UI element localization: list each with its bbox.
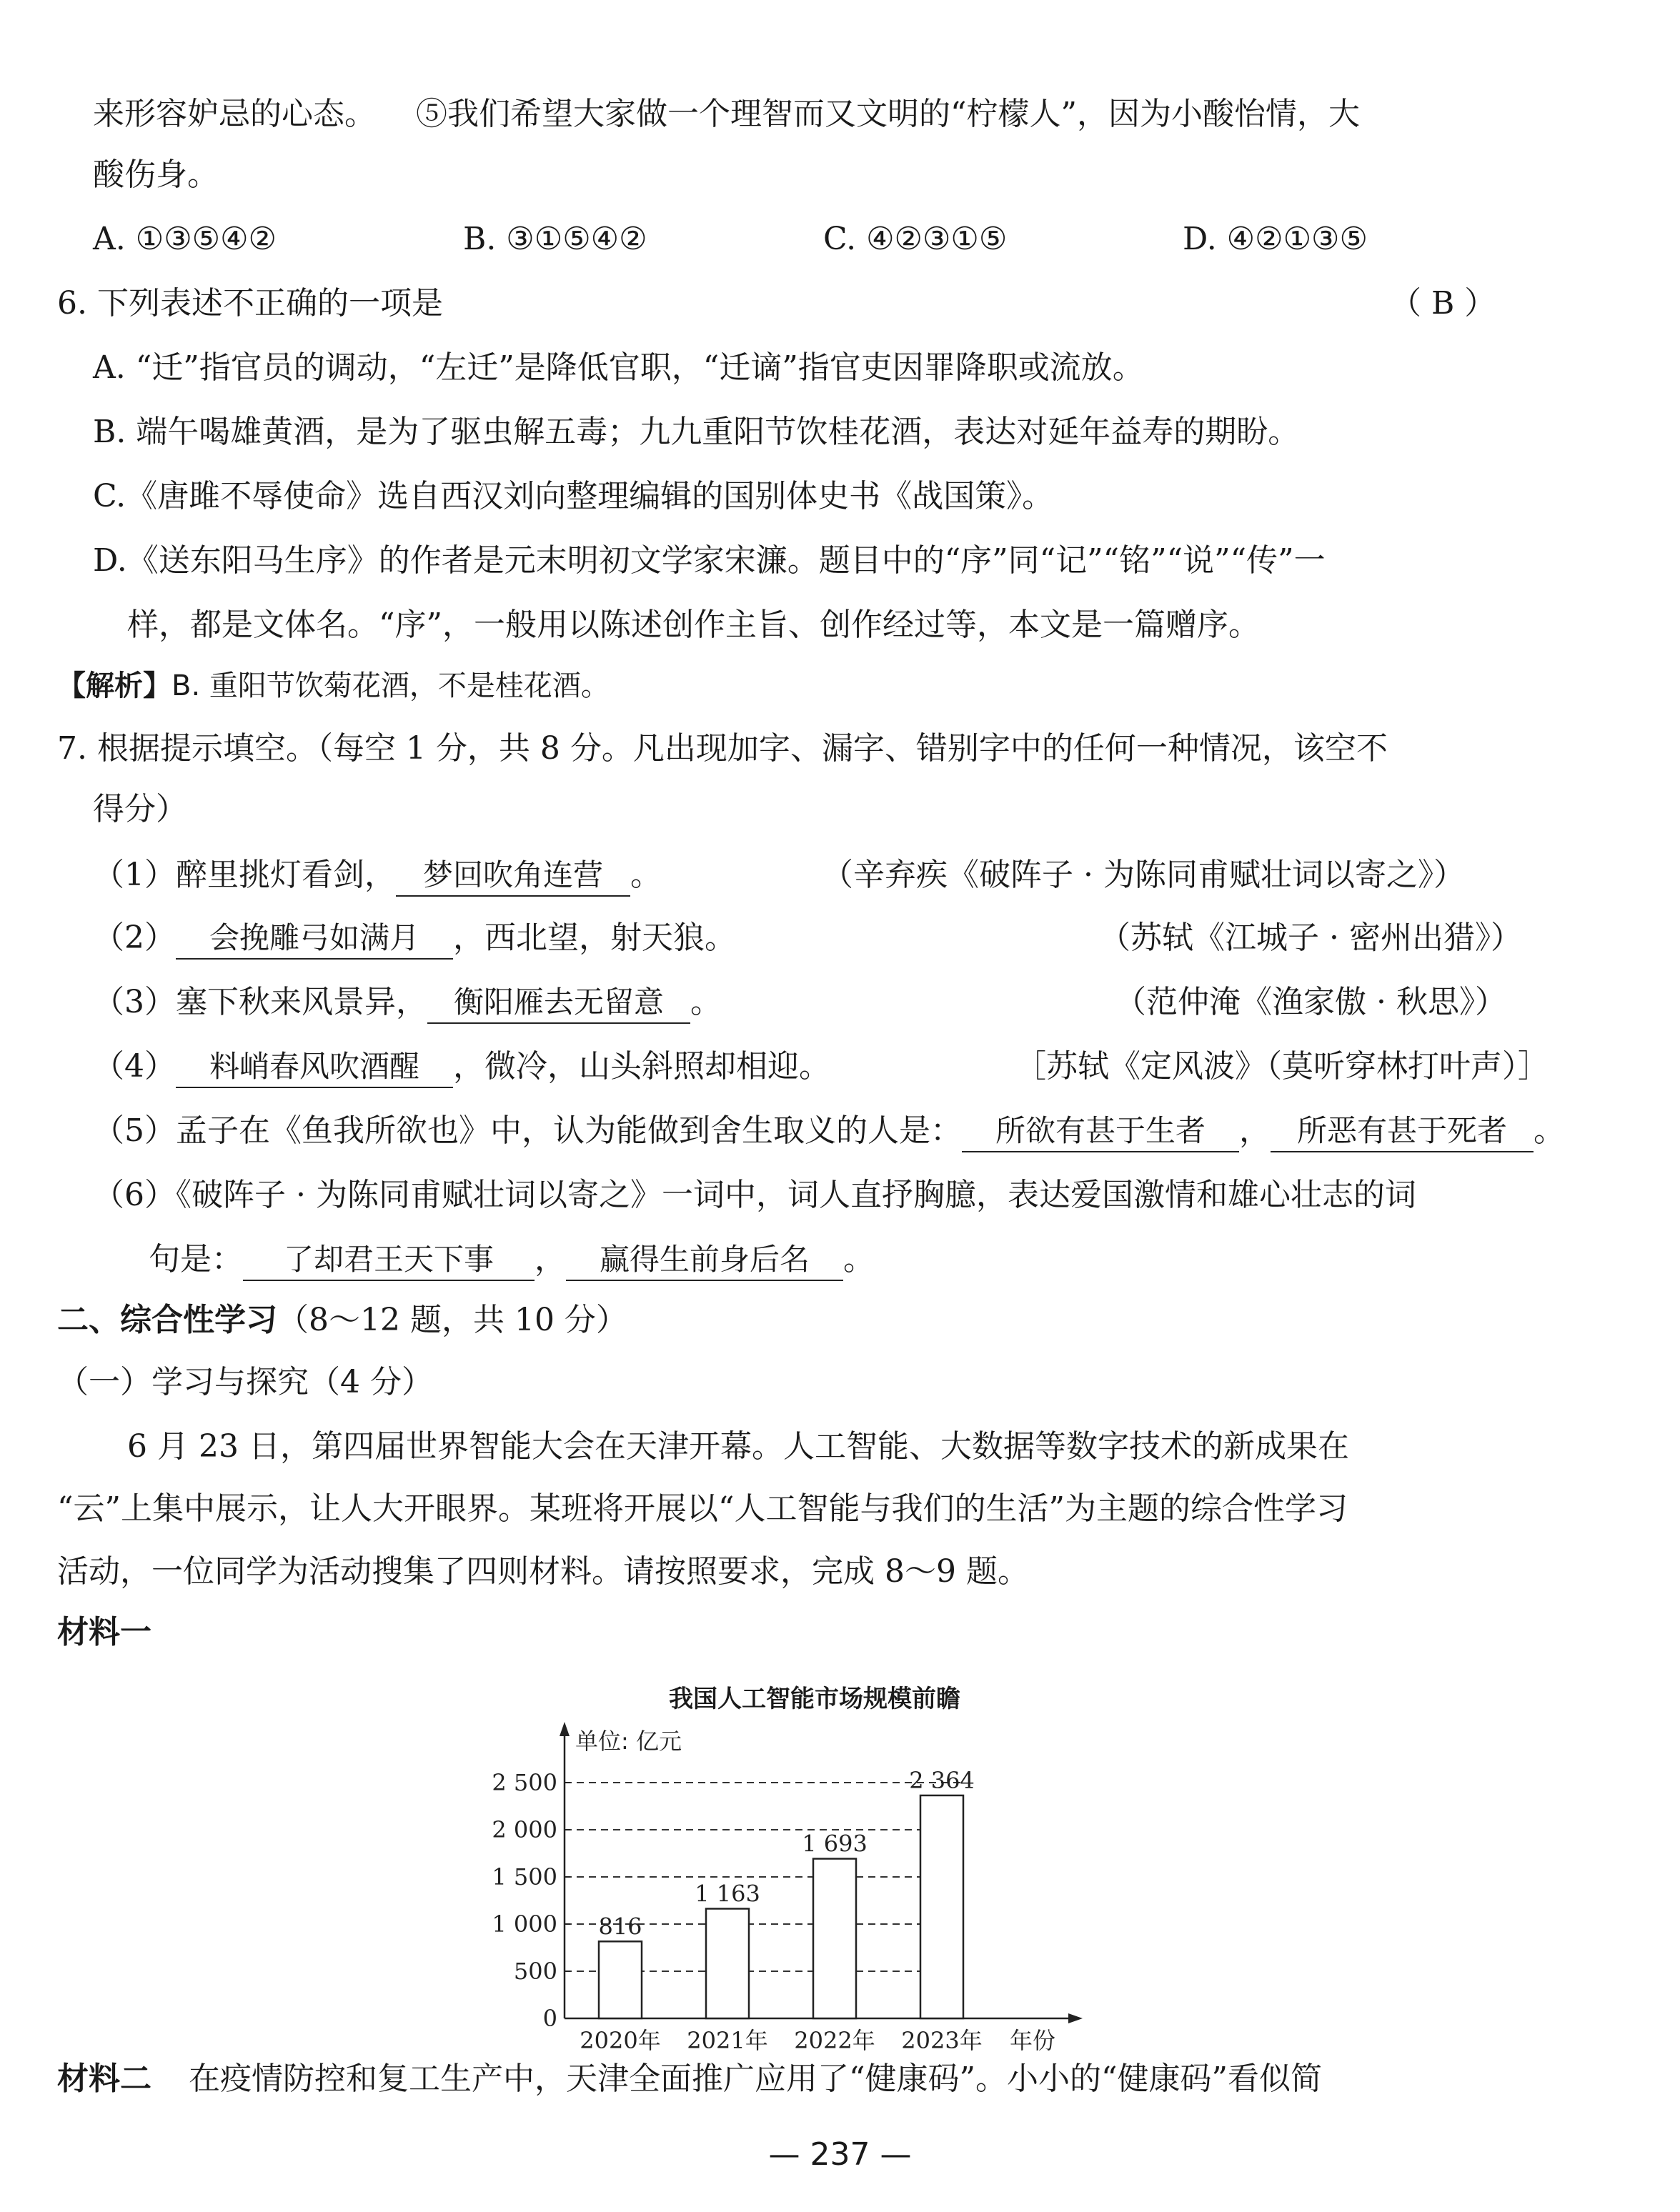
q7-item1-source: （辛弃疾《破阵子 · 为陈同甫赋壮词以寄之》） <box>822 857 1465 893</box>
q7-item2-answer: 会挽雕弓如满月 <box>176 918 453 960</box>
q5-cont-line2: 酸伤身。 <box>93 156 219 193</box>
bar <box>813 1859 856 2018</box>
q6-stem <box>57 282 443 325</box>
q7-item1-post: 。 <box>630 857 662 893</box>
x-tick-label: 2023年 <box>901 2027 983 2051</box>
material2-text: 在疫情防控和复工生产中，天津全面推广应用了“健康码”。小小的“健康码”看似简 <box>189 2061 1322 2097</box>
bar-value-label: 1 163 <box>695 1880 760 1908</box>
q7-item4 <box>93 1045 830 1088</box>
bar-value-label: 1 693 <box>802 1830 868 1858</box>
chart-svg <box>457 1679 1172 2051</box>
q7-item5-answer2: 所恶有甚于死者 <box>1271 1111 1534 1152</box>
q6-option-d-line1: D.《送东阳马生序》的作者是元末明初文学家宋濂。题目中的“序”同“记”“铭”“说”“传”一 <box>93 542 1326 579</box>
material1-label: 材料一 <box>57 1614 151 1650</box>
q7-item5-post: 。 <box>1534 1112 1565 1149</box>
q7-item1 <box>93 854 662 897</box>
section2-para-line2: “云”上集中展示，让人大开眼界。某班将开展以“人工智能与我们的生活”为主题的综合性学习 <box>57 1490 1348 1527</box>
q7-item3-post: 。 <box>690 984 722 1020</box>
q6-analysis <box>57 664 610 707</box>
section2-para-line1: 6 月 23 日，第四届世界智能大会在天津开幕。人工智能、大数据等数字技术的新成果在 <box>127 1428 1349 1465</box>
bar <box>599 1941 642 2018</box>
y-tick-label: 1 000 <box>492 1910 557 1938</box>
q7-item6-line1: （6）《破阵子 · 为陈同甫赋壮词以寄之》一词中，词人直抒胸臆，表达爱国激情和雄心壮志的词 <box>93 1177 1416 1213</box>
q6-option-c: C.《唐雎不辱使命》选自西汉刘向整理编辑的国别体史书《战国策》。 <box>93 478 1054 514</box>
analysis-label: 【解析】 <box>57 669 172 702</box>
bar <box>706 1908 749 2018</box>
q7-item2-pre: （2） <box>93 920 176 956</box>
section2-para-line3: 活动，一位同学为活动搜集了四则材料。请按照要求，完成 8～9 题。 <box>57 1553 1029 1590</box>
q7-item4-answer: 料峭春风吹酒醒 <box>176 1047 453 1088</box>
q7-stem-line1: 7. 根据提示填空。（每空 1 分，共 8 分。凡出现加字、漏字、错别字中的任何一种情况，该空不 <box>57 730 1388 767</box>
q5-option-c: C. ④②③①⑤ <box>823 221 1008 257</box>
q7-item2-source: （苏轼《江城子 · 密州出猎》） <box>1099 920 1522 956</box>
q7-item6-pre: 句是： <box>149 1241 243 1277</box>
bar-value-label: 2 364 <box>909 1766 975 1794</box>
q7-item1-answer: 梦回吹角连营 <box>396 855 630 897</box>
q7-item6-answer1: 了却君王天下事 <box>243 1240 535 1281</box>
q7-item4-post: ，微冷，山头斜照却相迎。 <box>453 1048 830 1085</box>
q7-item5-pre: （5）孟子在《鱼我所欲也》中，认为能做到舍生取义的人是： <box>93 1112 962 1149</box>
y-axis-arrow <box>560 1722 570 1736</box>
q7-item3-answer: 衡阳雁去无留意 <box>427 982 690 1024</box>
analysis-text: B. 重阳节饮菊花酒，不是桂花酒。 <box>172 669 610 702</box>
q7-stem-line2: 得分） <box>93 791 187 827</box>
chart-title: 我国人工智能市场规模前瞻 <box>669 1685 960 1713</box>
market-size-chart <box>457 1679 1172 2051</box>
q6-option-a: A. “迁”指官员的调动，“左迁”是降低官职，“迁谪”指官吏因罪降职或流放。 <box>93 349 1144 386</box>
section2-subheading: （一）学习与探究（4 分） <box>57 1364 433 1400</box>
q6-answer: （ B ） <box>1390 285 1496 322</box>
q5-cont-text-b: ⑤我们希望大家做一个理智而又文明的“柠檬人”，因为小酸怡情，大 <box>416 96 1360 132</box>
bar <box>920 1795 963 2018</box>
y-tick-label: 1 500 <box>492 1863 557 1890</box>
q7-item6-line2 <box>149 1238 875 1281</box>
y-tick-label: 2 000 <box>492 1816 557 1843</box>
x-tick-label: 2022年 <box>794 2027 875 2051</box>
section2-heading-bold: 二、综合性学习 <box>57 1302 277 1338</box>
q5-cont-line1 <box>93 93 1360 136</box>
q7-item5-mid: ， <box>1239 1112 1271 1149</box>
q7-item5-answer1: 所欲有甚于生者 <box>962 1111 1239 1152</box>
q5-option-a: A. ①③⑤④② <box>93 221 277 257</box>
q7-item4-pre: （4） <box>93 1048 176 1085</box>
q6-option-d-line2: 样，都是文体名。“序”，一般用以陈述创作主旨、创作经过等，本文是一篇赠序。 <box>127 607 1260 643</box>
q7-item5 <box>93 1110 1565 1152</box>
x-tick-label: 2020年 <box>580 2027 661 2051</box>
y-tick-label: 0 <box>542 2005 557 2032</box>
section2-heading-rest: （8～12 题，共 10 分） <box>277 1302 627 1338</box>
x-axis-label: 年份 <box>1009 2027 1056 2051</box>
q7-item2-post: ，西北望，射天狼。 <box>453 920 736 956</box>
q7-item1-pre: （1）醉里挑灯看剑， <box>93 857 396 893</box>
q5-cont-text-a: 来形容妒忌的心态。 <box>93 96 376 132</box>
q7-item2 <box>93 917 736 960</box>
x-axis-arrow <box>1068 2013 1083 2023</box>
q7-item3 <box>93 981 722 1024</box>
material2-line <box>57 2058 1322 2101</box>
q7-item3-source: （范仲淹《渔家傲 · 秋思》） <box>1115 984 1506 1020</box>
q6-option-b: B. 端午喝雄黄酒，是为了驱虫解五毒；九九重阳节饮桂花酒，表达对延年益寿的期盼。 <box>93 414 1300 450</box>
y-tick-label: 500 <box>513 1958 557 1985</box>
q7-item6-answer2: 赢得生前身后名 <box>566 1240 843 1281</box>
q7-item3-pre: （3）塞下秋来风景异， <box>93 984 427 1020</box>
page-number: — 237 — <box>768 2136 912 2173</box>
q5-option-b: B. ③①⑤④② <box>463 221 647 257</box>
x-tick-label: 2021年 <box>687 2027 768 2051</box>
q6-stem-text: 6. 下列表述不正确的一项是 <box>57 285 443 322</box>
y-tick-label: 2 500 <box>492 1769 557 1796</box>
q7-item4-source: ［苏轼《定风波》（莫听穿林打叶声）］ <box>1015 1048 1549 1085</box>
unit-label: 单位: 亿元 <box>575 1728 682 1755</box>
q7-item6-mid: ， <box>535 1241 566 1277</box>
material2-label: 材料二 <box>57 2061 151 2097</box>
bar-value-label: 816 <box>598 1913 642 1941</box>
q7-item6-post: 。 <box>843 1241 875 1277</box>
q5-option-d: D. ④②①③⑤ <box>1183 221 1368 257</box>
section2-heading <box>57 1299 627 1342</box>
